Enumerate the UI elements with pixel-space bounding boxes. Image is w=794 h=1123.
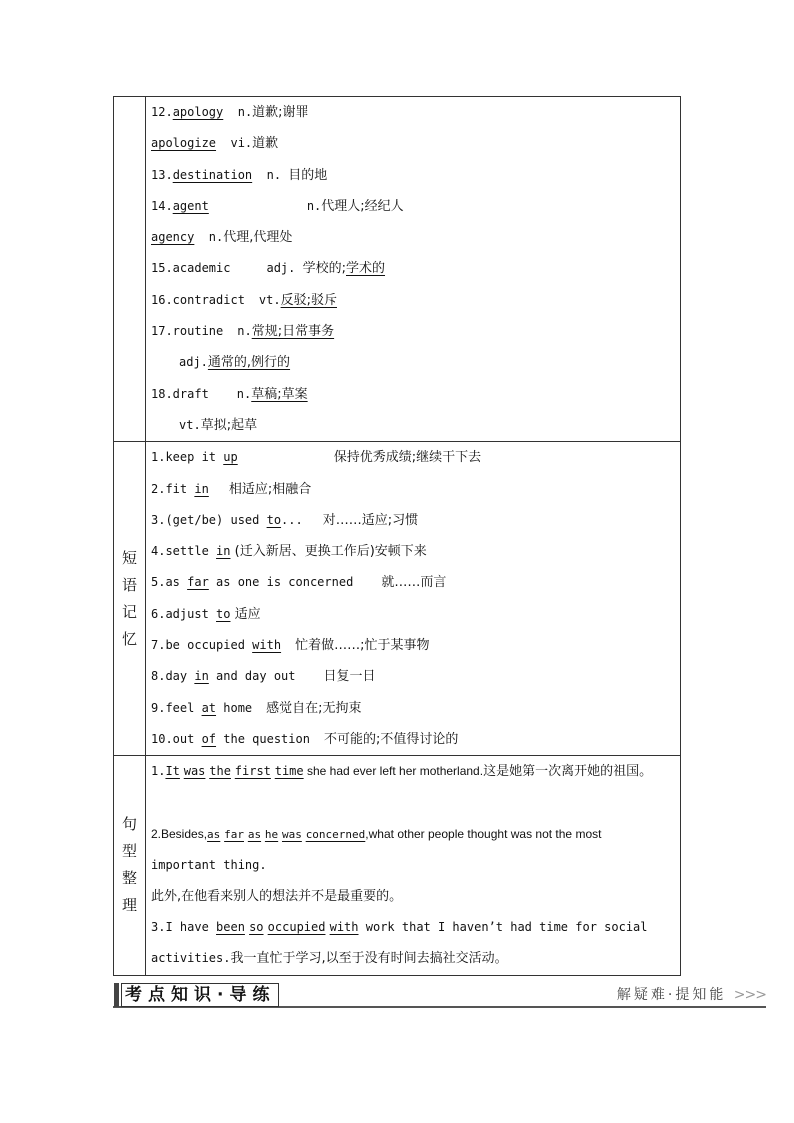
sentence-keyword: It [165,764,180,779]
sentence-3-cont [151,943,676,974]
section-footer [113,983,766,1009]
phrase-text: home [216,700,253,715]
sentence-keyword: concerned [305,827,366,841]
vocab-meaning: 代理,代理处 [223,230,293,246]
side-char: 语 [121,575,137,594]
sentence-text: activities. [151,951,231,966]
side-char: 忆 [121,629,137,648]
phrase-keyword: to [266,512,282,527]
phrase-text: ... [281,512,303,527]
pos-label: n. [236,386,252,401]
sentence-keyword: time [274,764,304,779]
pos-label: vt. [258,292,281,307]
phrases-section [114,442,681,756]
phrase-meaning: 日复一日 [323,669,376,685]
pos-label: adj. [266,261,303,276]
vocab-meaning-underlined: 反驳;驳斥 [280,292,337,308]
chevrons-icon: >>> [733,987,766,1003]
vocab-line-contradict [151,285,680,316]
vocab-line-academic [151,253,680,284]
phrase-text: 5.as [151,575,188,590]
vocab-line-draft-vt [151,410,680,441]
sentences-content [146,756,681,975]
pos-label: vt. [179,417,201,432]
sentence-translation: 这是她第一次离开她的祖国。 [483,764,653,780]
side-char: 整 [121,869,137,888]
sentences-side-label [114,756,146,975]
vocab-meaning-underlined: 常规;日常事务 [251,324,335,340]
vocab-meaning: 草拟;起草 [200,417,258,433]
vocab-meaning: 道歉;谢罪 [252,105,309,120]
phrase-item [151,693,680,724]
sentence-keyword: he [264,827,279,841]
phrase-item [151,567,680,598]
phrase-item [151,661,680,692]
sentence-3 [151,912,676,943]
side-char: 型 [121,842,137,861]
phrase-item [151,505,680,536]
phrase-text: and day out [208,669,296,684]
sentence-keyword: so [249,920,264,935]
footer-subtitle [617,985,766,1005]
vocab-meaning: 目的地 [288,167,328,183]
vocab-word: agent [172,198,209,213]
phrase-text: 8.day [151,669,195,684]
phrase-meaning: 就……而言 [381,575,447,591]
pos-label: n. [223,105,253,119]
pos-label: adj. [179,355,208,370]
phrase-text: 9.feel [151,700,202,715]
sentence-number: 1. [151,764,166,779]
phrases-content [146,442,681,756]
phrase-text: 7.be occupied [151,638,253,653]
vocab-meaning-underlined: 草稿;草案 [251,386,308,402]
vocab-meaning: 学校的; [302,261,346,277]
vocab-line-apologize [151,128,680,159]
item-number: 14. [151,198,173,213]
phrase-item [151,724,680,755]
sentence-1-wrap [151,787,676,818]
sentence-keyword: the [209,764,231,779]
vocab-word: 18.draft [151,386,209,401]
vocab-side-cell [114,97,146,442]
phrase-keyword: in [216,544,231,559]
phrase-text: as one is concerned [208,575,354,590]
phrase-meaning: 感觉自在;无拘束 [266,700,362,716]
phrase-keyword: in [194,669,209,684]
phrase-text: 6.adjust [151,606,217,621]
sentence-keyword: as [207,827,221,841]
phrase-text: 3.(get/be) used [151,512,267,527]
sentence-keyword: was [281,827,302,841]
sentence-translation: 此外,在他看来别人的想法并不是最重要的。 [151,888,403,904]
sentence-2 [151,819,676,850]
vocab-line-agency [151,222,680,253]
phrases-side-label [114,442,146,756]
phrase-keyword: of [201,731,217,746]
phrase-text: 10.out [151,731,202,746]
vocab-content [146,97,681,442]
sentence-text: ,what other people thought was not the most [365,826,602,841]
sentence-number: 2.Besides, [151,826,208,841]
vocab-word: 17.routine [151,324,224,339]
vocab-section [114,97,681,442]
vocab-meaning-underlined: 学术的 [346,261,386,277]
pos-label: vi. [216,136,253,151]
phrase-keyword: in [194,481,209,496]
footer-title: 考点知识·导练 [121,983,279,1007]
sentence-text: she had ever left her motherland. [303,764,484,779]
sentence-keyword: far [224,827,244,841]
phrase-text: 4.settle [151,544,217,559]
phrase-meaning: 保持优秀成绩;继续干下去 [333,450,482,466]
vocab-meaning-underlined: 通常的,例行的 [207,355,291,371]
vocab-line-agent [151,191,680,222]
phrase-meaning: (迁入新居、更换工作后)安顿下来 [230,544,427,560]
footer-subtitle-text: 解疑难·提知能 [616,987,727,1003]
phrase-meaning: 忙着做……;忙于某事物 [295,638,430,654]
vocab-line-draft [151,379,680,410]
vocab-meaning: 代理人;经纪人 [321,198,404,214]
vocab-word: destination [172,167,253,182]
vocab-word: apology [172,105,224,119]
phrase-meaning: 不可能的;不值得讨论的 [323,731,459,747]
vocab-word: 16.contradict [151,292,245,307]
pos-label: n. [237,324,252,339]
sentence-number: 3.I have [151,920,217,935]
sentence-2-cont [151,850,676,881]
vocab-table [113,96,681,976]
sentence-keyword: was [183,764,206,779]
vocab-meaning: 道歉 [252,136,279,152]
sentences-section [114,756,681,975]
phrase-meaning: 对……适应;习惯 [322,512,419,528]
sentence-translation: 我一直忙于学习,以至于没有时间去搞社交活动。 [230,951,508,967]
item-number: 12. [151,105,173,119]
phrase-text: 1.keep it [151,450,224,465]
vocab-word: 15.academic [151,261,231,276]
phrase-keyword: far [187,575,209,590]
sentence-keyword: with [329,920,359,935]
sentence-keyword: occupied [267,920,326,935]
phrase-keyword: to [216,606,231,621]
item-number: 13. [151,167,173,182]
sentence-keyword: first [234,764,271,779]
phrase-meaning: 相适应;相融合 [228,481,312,497]
phrase-item [151,536,680,567]
sentence-2-translation [151,881,676,912]
phrase-item [151,442,680,473]
side-char: 句 [121,815,137,834]
side-char: 短 [121,548,137,567]
vocab-word: apologize [151,136,217,151]
phrase-keyword: with [252,638,282,653]
sentence-text: work that I haven’t had time for social [358,920,648,935]
pos-label: n. [252,167,289,182]
sentence-1 [151,756,676,787]
vocab-line-routine-adj [151,347,680,378]
sentence-keyword: as [247,827,262,841]
phrase-keyword: at [201,700,217,715]
pos-label: n. [194,230,224,245]
phrase-keyword: up [223,450,238,465]
sentence-keyword: been [216,920,245,935]
phrase-meaning: 适应 [230,606,261,622]
vocab-word: agency [151,230,195,245]
phrase-text: the question [216,731,310,746]
side-char: 记 [121,602,137,621]
phrase-item [151,630,680,661]
pos-label: n. [306,198,322,213]
phrase-text: 2.fit [151,481,195,496]
sentence-text: important thing. [151,857,267,872]
side-char: 理 [121,896,137,915]
phrase-item [151,474,680,505]
vocab-line-destination [151,160,680,191]
vocab-line-routine [151,316,680,347]
phrase-item [151,599,680,630]
vocab-line-apology [151,97,680,128]
